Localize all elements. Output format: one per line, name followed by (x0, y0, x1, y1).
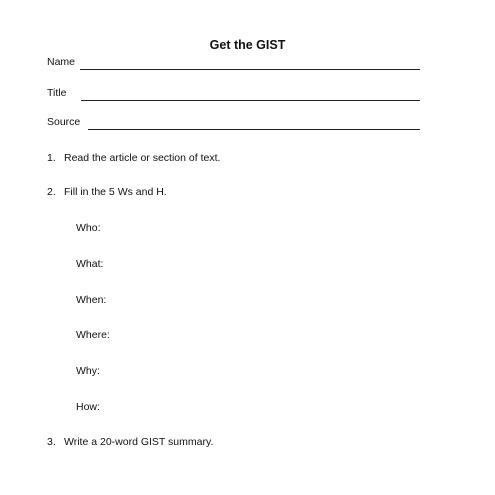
question-who: Who: (76, 222, 101, 234)
source-label: Source (47, 116, 81, 128)
page-title: Get the GIST (209, 38, 286, 52)
name-label: Name (47, 56, 76, 68)
step-text: Fill in the 5 Ws and H. (64, 186, 167, 198)
step-read-text (47, 152, 220, 164)
question-how: How: (76, 401, 100, 413)
step-text: Write a 20-word GIST summary. (64, 436, 214, 448)
title-field[interactable] (47, 87, 420, 101)
source-field[interactable] (47, 116, 420, 130)
question-why: Why: (76, 365, 100, 377)
step-text: Read the article or section of text. (64, 152, 221, 164)
question-what: What: (76, 258, 104, 270)
step-number: 3. (47, 436, 56, 448)
title-blank-line[interactable] (81, 100, 420, 101)
question-when: When: (76, 294, 107, 306)
step-number: 1. (47, 152, 56, 164)
step-number: 2. (47, 186, 56, 198)
step-fill-ws (47, 186, 167, 198)
title-label: Title (47, 87, 67, 99)
step-write-summary (47, 436, 213, 448)
name-field[interactable] (47, 56, 420, 70)
name-blank-line[interactable] (80, 69, 420, 70)
question-where: Where: (76, 329, 110, 341)
source-blank-line[interactable] (88, 129, 420, 130)
